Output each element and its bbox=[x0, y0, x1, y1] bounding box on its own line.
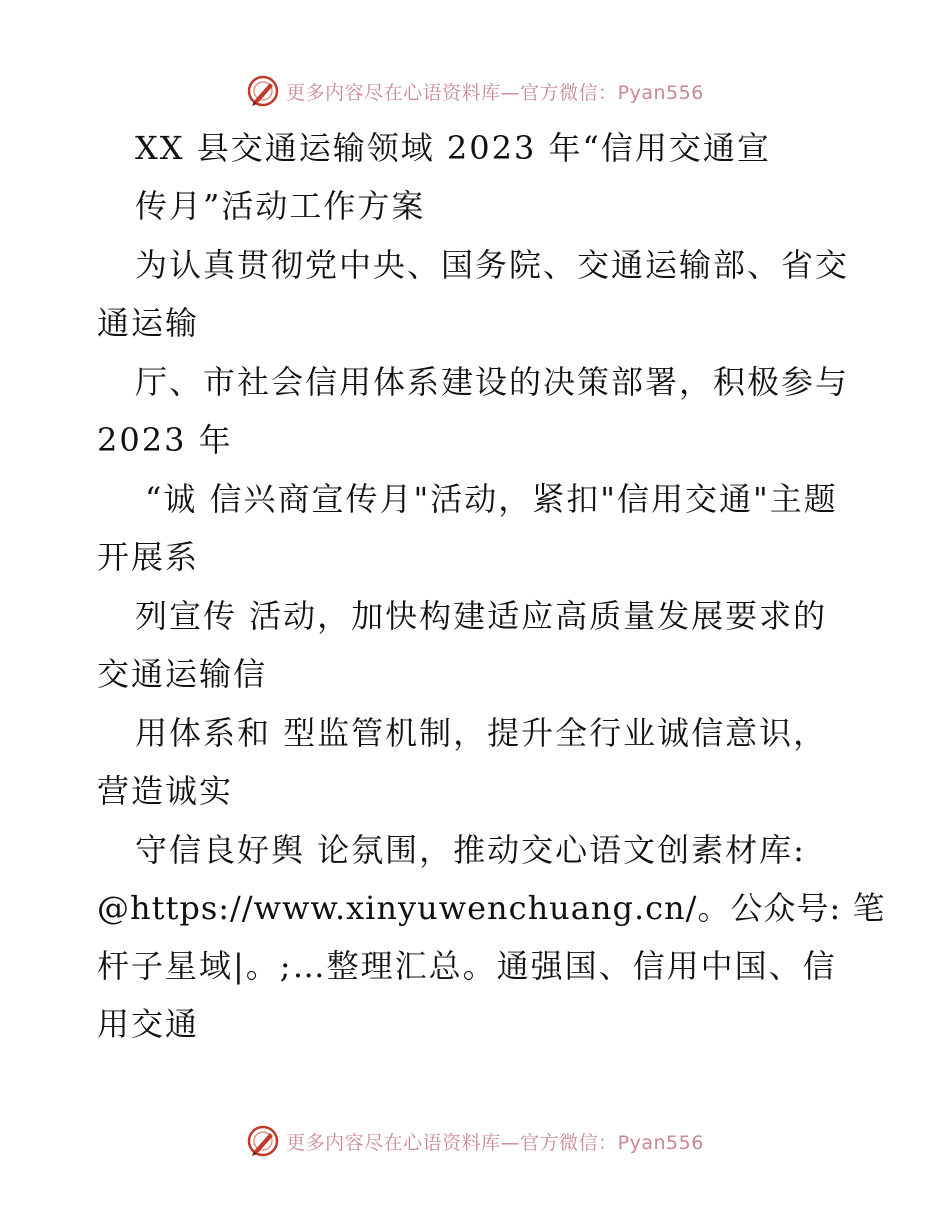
paragraph-line: 厅、市社会信用体系建设的决策部署，积极参与 bbox=[135, 363, 850, 401]
header-banner-text: 更多内容尽在心语资料库—官方微信：Pyan556 bbox=[286, 81, 704, 104]
paragraph-line: 列宣传 活动，加快构建适应高质量发展要求的 bbox=[135, 597, 828, 635]
red-pen-circle-logo-icon bbox=[246, 1124, 280, 1158]
paragraph-line: 2023 年 bbox=[97, 421, 233, 459]
paragraph-line: 为认真贯彻党中央、国务院、交通运输部、省交 bbox=[135, 246, 850, 284]
paragraph-line: 交通运输信 bbox=[97, 655, 268, 693]
paragraph-line: @https://www.xinyuwenchuang.cn/。公众号: 笔 bbox=[97, 889, 886, 927]
header-banner bbox=[0, 71, 950, 111]
paragraph-line: 用交通 bbox=[97, 1005, 200, 1043]
footer-banner bbox=[0, 1121, 950, 1161]
paragraph-line: “诚 信兴商宣传月"活动，紧扣"信用交通"主题 bbox=[145, 480, 838, 518]
footer-banner-text: 更多内容尽在心语资料库—官方微信：Pyan556 bbox=[286, 1131, 704, 1154]
paragraph-line: 用体系和 型监管机制，提升全行业诚信意识， bbox=[135, 714, 828, 752]
paragraph-line: 杆子星域|。;…整理汇总。通强国、信用中国、信 bbox=[97, 947, 837, 985]
red-pen-circle-logo-icon bbox=[246, 74, 280, 108]
document-title-line: 传月”活动工作方案 bbox=[135, 187, 426, 225]
paragraph-line: 营造诚实 bbox=[97, 772, 234, 810]
paragraph-line: 通运输 bbox=[97, 304, 200, 342]
paragraph-line: 守信良好舆 论氛围，推动交心语文创素材库: bbox=[135, 831, 806, 869]
document-title-line: XX 县交通运输领域 2023 年“信用交通宣 bbox=[135, 129, 771, 167]
paragraph-line: 开展系 bbox=[97, 538, 200, 576]
